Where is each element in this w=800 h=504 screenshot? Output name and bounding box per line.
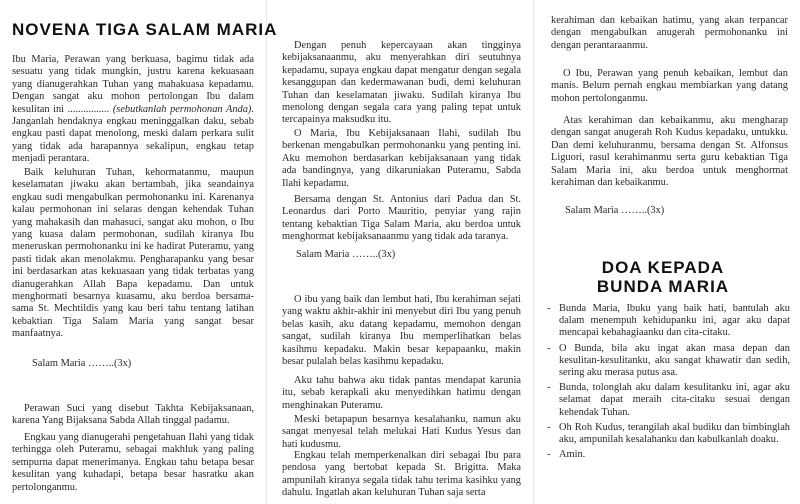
dash-bullet-icon: - (547, 449, 551, 461)
prayer-list (547, 303, 790, 464)
salam-maria-line: Salam Maria ……..(3x) (32, 358, 132, 369)
dash-bullet-icon: - (547, 421, 551, 433)
salam-maria-line: Salam Maria ……..(3x) (565, 205, 665, 216)
dash-bullet-icon: - (547, 342, 551, 354)
novena-title: NOVENA TIGA SALAM MARIA (12, 20, 278, 39)
paragraph: Aku tahu bahwa aku tidak pantas mendapat karunia itu, sebab kerapkali aku menyedihkan hatimu dengan menghinakan Puteramu. (282, 375, 521, 411)
dash-bullet-icon: - (547, 303, 551, 314)
paragraph: Ibu Maria, Perawan yang berkuasa, bagimu tidak ada sesuatu yang tidak mungkin, justru karena kekuasaan yang dianugerahkan Tuhan yang mahakuasa kepadamu. Dengan sangat aku mohon pertolongan Ibu dalam kesulitan ini ................ (sebutkanlah permohonan Anda). Janganlah hendaknya engkau meninggalkan daku, sebab engkau pasti dapat menolong, meski dalam perkara sulit yang tidak ada harapannya sekalipun, engkau tetap menjadi perantara. (12, 54, 254, 165)
paragraph: Atas kerahiman dan kebaikanmu, aku mengharap dengan sangat anugerah Roh Kudus kepadaku, untukku. Dan demi keluhuranmu, bersama dengan St. Alfonsus Liguori, rasul kerahimanmu serta guru kebaktian Tiga Salam Maria ini, aku berdoa untuk menghormat kerahiman dan kebaikanmu. (551, 115, 788, 189)
list-item: - Amin. (547, 449, 586, 461)
paragraph: Meski betapapun besarnya kesalahanku, namun aku sangat menyesal telah melukai Hati Kudus Yesus dan hati kudusmu. (282, 414, 521, 450)
paragraph: kerahiman dan kebaikan hatimu, yang akan terpancar dengan mengabulkan anugerah permohonanku ini dengan perantaraanmu. (551, 15, 788, 51)
list-item: - Bunda, tolonglah aku dalam kesulitanku ini, agar aku selamat dapat meraih cita-citaku sesuai dengan kehendak Tuhan. (547, 382, 790, 418)
prayer-title: DOA KEPADA BUNDA MARIA (596, 258, 730, 296)
paragraph: O Maria, Ibu Kebijaksanaan Ilahi, sudilah Ibu berkenan mengabulkan permohonanku yang penting ini. Aku memohon berdasarkan kebijaksanaan yang tidak ada bandingnya, yang dikaruniakan Puteramu, Sabda Ilahi kepadamu. (282, 128, 521, 189)
paragraph: Engkau telah memperkenalkan diri sebagai Ibu para pendosa yang bertobat kepada St. Brigitta. Maka ampunilah kiranya segala tidak tahu terima kasihku yang dahulu. Ingatlah akan keluhuran Tuhan saja serta (282, 450, 521, 499)
paragraph: Engkau yang dianugerahi pengetahuan Ilahi yang tidak terhingga oleh Puteramu, sebagai makhluk yang paling sempurna dapat menerimanya. Engkau tahu betapa besar kesulitan yang kuhadapi, betapa besar hasratku akan pertolonganmu. (12, 432, 254, 493)
list-item: - Bunda Maria, Ibuku yang baik hati, bantulah aku dalam menempuh kehidupanku ini, agar aku dapat mencapai kebahagiaanku dan cita-citaku. (547, 303, 790, 339)
column-right (533, 0, 800, 504)
paragraph: Bersama dengan St. Antonius dari Padua dan St. Leonardus dari Porto Mauritio, penyiar yang rajin tentang kebaktian Tiga Salam Maria, aku berdoa untuk menghormat kebijaksanaanmu yang tidak ada taranya. (282, 194, 521, 243)
paragraph: Perawan Suci yang disebut Takhta Kebijaksanaan, karena Yang Bijaksana Sabda Allah tinggal padamu. (12, 403, 254, 427)
dash-bullet-icon: - (547, 382, 551, 394)
column-left (0, 0, 278, 504)
list-item: - Oh Roh Kudus, terangilah akal budiku dan bimbinglah aku, ampunilah kesalahanku dan kabulkanlah doaku. (547, 421, 790, 446)
paragraph: Baik keluhuran Tuhan, kehormatanmu, maupun keselamatan jiwaku akan bertambah, jika seandainya engkau sudi mengabulkan permohonanku ini. Karenanya kalau permohonan ini selaras dengan kehendak Tuhan yang mahakasih dan mahasuci, sangat aku mohon, o Ibu yang kuasa dalam permohonan, sudilah kiranya Ibu meneruskan permohonanku ini ke hadirat Puteramu, yang pasti tidak akan menolakmu. Pengharapanku yang besar ini berdasarkan atas kekuasaan yang tidak terbatas yang dianugerahkan Allah Bapa kepadamu. Dan untuk menghormati besarnya kuasamu, aku berdoa bersama-sama St. Mechtildis yang kau beri tahu tentang latihan kebaktian Tiga Salam Maria yang sangat besar manfaatnya. (12, 167, 254, 340)
paragraph: O Ibu, Perawan yang penuh kebaikan, lembut dan manis. Belum pernah engkau membiarkan yang datang mohon pertolonganmu. (551, 68, 788, 104)
salam-maria-line: Salam Maria ……..(3x) (296, 249, 396, 260)
column-middle (266, 0, 534, 504)
list-item: - O Bunda, bila aku ingat akan masa depan dan kesulitan-kesulitanku, aku sangat khawatir dan sedih, sering aku merasa putus asa. (547, 342, 790, 379)
italic-note: (sebutkanlah permohonan Anda). (112, 103, 254, 115)
paragraph: O ibu yang baik dan lembut hati, Ibu kerahiman sejati yang waktu akhir-akhir ini menyebut diri Ibu yang penuh belas kasih, aku datang kepadamu, memohon dengan sangat, sudilah kiranya Ibu memperlihatkan belas kasihmu kepadaku. Makin besar kepapaanku, makin besar pulalah belas kasihmu kepadaku. (282, 294, 521, 368)
paragraph: Dengan penuh kepercayaan akan tingginya kebijaksanaanmu, aku menyerahkan diri seutuhnya kepadamu, supaya engkau dapat mengatur dengan segala kesanggupan dan kedermawanan budi, demi keluhuran Tuhan dan keselamatan jiwaku. Sudilah kiranya Ibu menolong dengan segala cara yang paling tepat untuk tercapainya maksudku itu. (282, 40, 521, 126)
